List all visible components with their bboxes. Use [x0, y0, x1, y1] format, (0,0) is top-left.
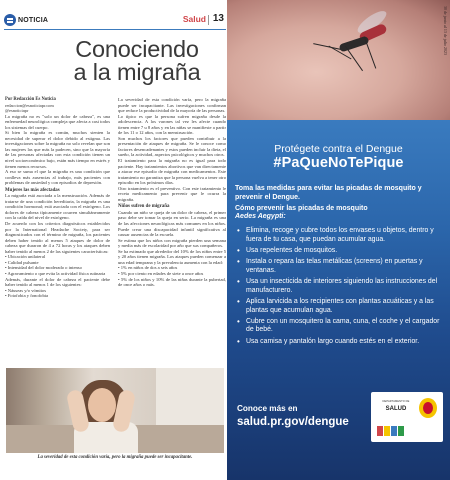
title-line-1: Conociendo [75, 36, 199, 62]
mosquito-proboscis [313, 43, 341, 50]
learn-more-label: Conoce más en [237, 404, 298, 413]
subheading: Mujeres las más afectadas [5, 187, 60, 193]
list-item: • Náuseas y/o vómitos [5, 287, 47, 293]
issue-date: 30 de junio al 13 de julio 2023 [443, 6, 448, 55]
list-item: • 5% de los niños y 10% de las niñas durante la pubertad, de once años o más. [118, 276, 226, 288]
paragraph: Lo típico es que la persona sufren migraña desde la adolescencia. A los varones tal vez les afecte cuando tienen entre 7 u 8 años y en las niñas se manifieste a partir de los 11 o 12 años, con la menstruación. [118, 113, 226, 136]
tip-item: • Cubre con un mosquitero la cama, cuna, el coche y el cargador de bebé. [237, 318, 443, 335]
paragraph: Además, durante el dolor de cabeza el paciente debe haber tenido al menos 1 de los siguientes: [5, 276, 110, 288]
article-column-2 [118, 97, 226, 288]
paragraph: Se estima que los niños con migraña pierden una semana y media más de escolaridad por año que sus compañeros. [118, 237, 226, 249]
list-item: • Calidad pulsante [5, 259, 39, 265]
list-item: • 5% por ciento en edades de siete a once años [118, 270, 204, 276]
tip-item: • Usa repelentes de mosquitos. [237, 247, 443, 256]
photo-woman-face [88, 388, 116, 422]
ad-question-species: Aedes Aegypti: [235, 213, 286, 221]
header-rule [4, 29, 226, 30]
article-title [47, 38, 227, 84]
mosquito-leg [364, 36, 377, 68]
mosquito-photo [227, 0, 450, 120]
paragraph: La severidad de esta condición varía, pero la migraña puede ser incapacitante. Las investigaciones confirman que reduce la productividad de la mayoría de las personas. [118, 97, 226, 114]
subheading: Niños sufren de migraña [118, 204, 170, 210]
dengue-link[interactable]: salud.pr.gov/dengue [237, 416, 349, 428]
paragraph: La migraña está asociada a la menstruación. Además de tratarse de una condición hereditaria, la migraña es una condición hormonal; está asociada con el estrógeno. Los dolores de cabeza típicamente ocurren simultáneamente con la caída del nivel de estrógeno. [5, 193, 110, 221]
paragraph: Otro tratamiento es el preventivo. Con este tratamiento le receta medicamento para prevenir que le ocurra la migraña. [118, 185, 226, 202]
list-item: • Agravamiento o que evita la actividad física rutinaria [5, 270, 106, 276]
dept-label-big: SALUD [385, 406, 407, 412]
paragraph: La migraña no es "solo un dolor de cabeza", es una enfermedad neurológica compleja que afecta a casi todos los sistemas del cuerpo. [5, 113, 110, 130]
ad-hashtag: #PaQueNoTePique [273, 155, 404, 171]
brand-icon [4, 14, 16, 26]
photo-caption: La severidad de esta condición varía, pero la migraña puede ser incapacitante. [37, 455, 193, 460]
paragraph: Si bien la migraña es común, muchos sienten la necesidad de superar el dolor debido al estigma. Las investigaciones sobre la migraña no solo revelan que son las mujeres las que más la padecen, sino que la mayoría de las personas afectadas con esta condición tienen un nivel socioeconómico bajo, están más tiempo en estrés y tienen menos recursos. [5, 130, 110, 169]
tip-item: • Usa un insecticida de interiores siguiendo las instrucciones del manufacturero. [237, 278, 443, 295]
byline-email: redaccion@esnoticiapr.com [5, 102, 54, 108]
ad-headline: Protégete contra el Dengue [274, 143, 403, 155]
prevention-tips [237, 227, 443, 349]
color-stripe [377, 426, 383, 436]
color-stripe [384, 426, 390, 436]
header-divider [208, 15, 209, 25]
tip-item: • Instala o repara las telas metálicas (screens) en puertas y ventanas. [237, 258, 443, 275]
ad-question [235, 205, 443, 222]
article-column-1 [5, 97, 110, 299]
tip-item: • Elimina, recoge y cubre todos los envases u objetos, dentro y fuera de tu casa, que puedan acumular agua. [237, 227, 443, 244]
byline: Por Redacción Es Noticia [5, 97, 56, 102]
paragraph: El tratamiento para la migraña no es igual para todo paciente. Hay tratamientos abortivos que van directamente a atacar ese episodio de migraña con medicamentos. Este tratamiento no garantiza que la persona vuelva a tener otro episodio en los próximos días. [118, 158, 226, 186]
government-seal-icon [419, 398, 437, 418]
byline-handle: @esnoticiapr [5, 108, 29, 114]
list-item: • Intensidad del dolor moderado o intenso [5, 265, 82, 271]
paragraph: A eso se suma el que la migraña es una condición que conlleva más ausencias al trabajo, más pacientes con problemas de ansiedad y con episodios de depresión. [5, 169, 110, 186]
health-department-logo [371, 392, 443, 442]
list-item: • Fotofobia y fonofobia [5, 293, 49, 299]
tip-item: • Usa camisa y pantalón largo cuando estés en el exterior. [237, 338, 443, 347]
dengue-advertisement [227, 0, 450, 480]
color-stripe [391, 426, 397, 436]
list-item: • Ubicación unilateral [5, 254, 46, 260]
page-header [4, 14, 226, 28]
brand-logo [4, 14, 48, 26]
paragraph: De acuerdo con los criterios diagnósticos establecidos por la International Headache Society, para ser diagnosticados con el término de migraña, los pacientes deben haber tenido al menos 5 ataques de dolor de cabeza que duraron de 4 a 72 horas y los ataques deben haber tenido al menos 2 de las siguientes características: [5, 221, 110, 254]
color-stripe [398, 426, 404, 436]
paragraph: Se ha estimado que alrededor del 10% de los niños entre 5 y 20 años tienen migraña. Los ataques pueden comenzar a una edad temprana y la prevalencia aumenta con la edad: [118, 248, 226, 265]
brand-name: NOTICIA [18, 16, 49, 24]
photo-window [156, 368, 224, 428]
list-item: • 1% en niños de dos a seis años [118, 265, 178, 271]
mosquito-leg [345, 46, 363, 71]
paragraph: Cuando un niño se queja de un dolor de cabeza, el primer paso debe ser tomar la queja en serio. La migraña es una de las afecciones neurológicas más comunes en los niños. Puede crear una discapacidad infantil significativa al causar ausencias de la escuela. [118, 209, 226, 238]
paragraph: Son muchos los factores que pueden contribuir a la presentación de ataques de migraña. Se le conoce como factores desencadenantes y estos pueden incluir la dieta, el sueño, la actividad, aspectos psicológicos y muchos otros. [118, 135, 226, 158]
ad-question-line: Cómo prevenir las picadas de mosquito [235, 205, 368, 212]
ad-intro: Toma las medidas para evitar las picadas de mosquito y prevenir el Dengue. [235, 185, 422, 201]
dept-label-small: DEPARTAMENTO DE [382, 400, 410, 403]
article-photo [6, 368, 224, 453]
tip-item: • Aplica larvicida a los recipientes con plantas acuáticas y a las plantas que acumulan agua. [237, 298, 443, 315]
title-line-2: a la migraña [73, 59, 201, 85]
section-name: Salud [182, 14, 206, 24]
page-number: 13 [212, 13, 224, 24]
